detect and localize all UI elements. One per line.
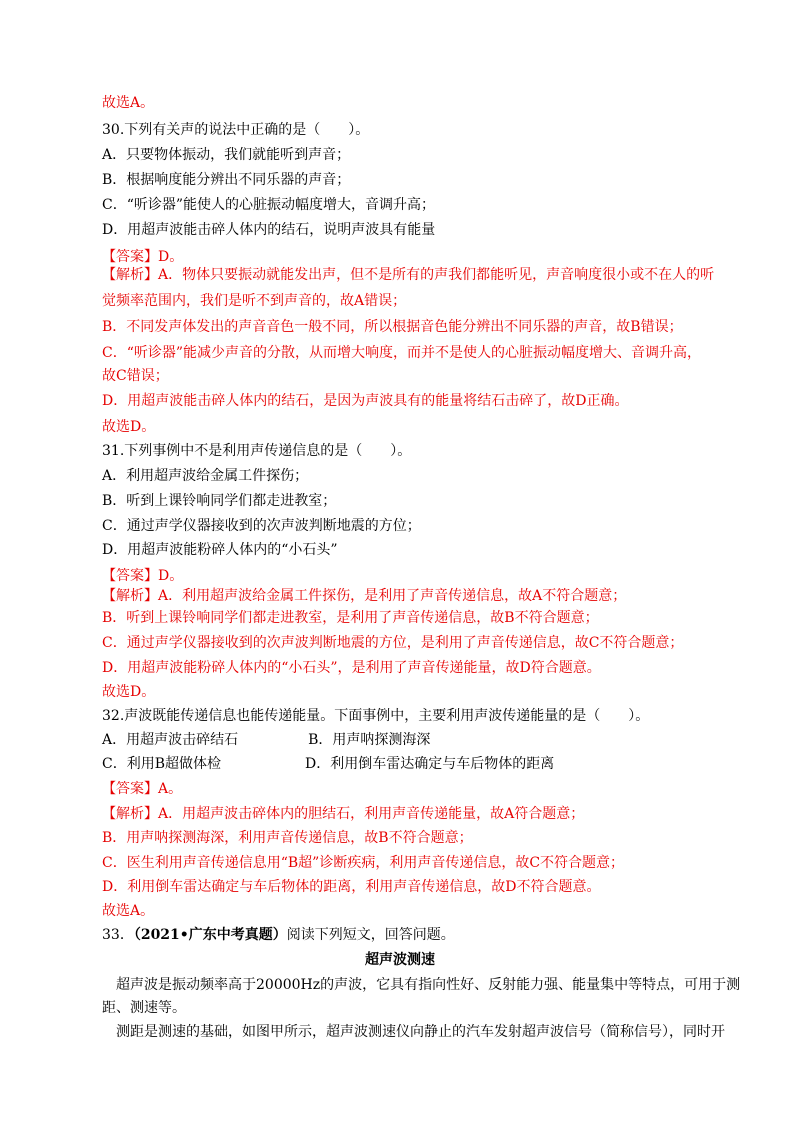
q32-options-cd: C．利用B超做体检 D．利用倒车雷达确定与车后物体的距离 [102,756,555,772]
q30-answer: 【答案】D。 [102,249,184,265]
q30-option-b: B．根据响度能分辨出不同乐器的声音； [102,172,351,188]
q30-option-c: C．“听诊器”能使人的心脏振动幅度增大，音调升高； [102,197,436,213]
q30-analysis-1: 【解析】A．物体只要振动就能发出声，但不是所有的声我们都能听见，声音响度很小或不在人的听 [102,267,715,283]
passage-p1-line1: 超声波是振动频率高于20000Hz的声波，它具有指向性好、反射能力强、能量集中等特点，可用于测 [116,977,741,993]
q33-prompt: 阅读下列短文，回答问题。 [286,927,455,943]
q31-analysis-3: C．通过声学仪器接收到的次声波判断地震的方位，是利用了声音传递信息，故C不符合题意； [102,635,684,651]
q32-conclusion: 故选A。 [102,903,155,919]
q30-analysis-5: 故C错误； [102,368,169,384]
q31-option-d: D．用超声波能粉碎人体内的“小石头” [102,542,338,558]
q31-answer: 【答案】D。 [102,568,184,584]
q32-analysis-2: B．用声呐探测海深，利用声音传递信息，故B不符合题意； [102,830,473,846]
q31-option-b: B．听到上课铃响同学们都走进教室； [102,493,337,509]
q30-conclusion: 故选D。 [102,419,156,435]
passage-p2-line1: 测距是测速的基础，如图甲所示，超声波测速仪向静止的汽车发射超声波信号（简称信号），同时开 [116,1024,725,1040]
q33-source: （2021•广东中考真题） [133,927,287,943]
q30-analysis-2: 觉频率范围内，我们是听不到声音的，故A错误； [102,293,407,309]
q32-analysis-1: 【解析】A．用超声波击碎体内的胆结石，利用声音传递能量，故A符合题意； [102,806,585,822]
question-31: 31.下列事例中不是利用声传递信息的是（ ）。 [102,443,412,459]
q32-analysis-3: C．医生利用声音传递信息用“B超”诊断疾病，利用声音传递信息，故C不符合题意； [102,855,625,871]
q30-option-a: A．只要物体振动，我们就能听到声音； [102,147,351,163]
question-30: 30.下列有关声的说法中正确的是（ ）。 [102,122,370,138]
passage-p1-line2: 距、测速等。 [102,1000,186,1016]
q32-answer: 【答案】A。 [102,781,183,797]
q31-analysis-4: D．用超声波能粉碎人体内的“小石头”，是利用了声音传递能量，故D符合题意。 [102,660,601,676]
question-32: 32.声波既能传递信息也能传递能量。下面事例中，主要利用声波传递能量的是（ ）。 [102,708,650,724]
line-1: 故选A。 [102,95,155,111]
q31-conclusion: 故选D。 [102,684,156,700]
q32-options-ab: A．用超声波击碎结石 B．用声呐探测海深 [102,732,431,748]
q31-option-c: C．通过声学仪器接收到的次声波判断地震的方位； [102,518,421,534]
q32-analysis-4: D．利用倒车雷达确定与车后物体的距离，利用声音传递信息，故D不符合题意。 [102,879,601,895]
q31-analysis-2: B．听到上课铃响同学们都走进教室，是利用了声音传递信息，故B不符合题意； [102,610,599,626]
question-33 [102,927,455,943]
q33-number: 33． [102,927,134,943]
q31-analysis-1: 【解析】A．利用超声波给金属工件探伤，是利用了声音传递信息，故A不符合题意； [102,588,627,604]
q30-option-d: D．用超声波能击碎人体内的结石，说明声波具有能量 [102,222,436,238]
q30-analysis-3: B．不同发声体发出的声音音色一般不同，所以根据音色能分辨出不同乐器的声音，故B错误； [102,319,683,335]
q30-analysis-6: D．用超声波能击碎人体内的结石，是因为声波具有的能量将结石击碎了，故D正确。 [102,393,629,409]
passage-title: 超声波测速 [365,952,435,968]
q30-analysis-4: C．“听诊器”能减少声音的分散，从而增大响度，而并不是使人的心脏振动幅度增大、音调升高， [102,345,702,361]
q31-option-a: A．利用超声波给金属工件探伤； [102,468,309,484]
